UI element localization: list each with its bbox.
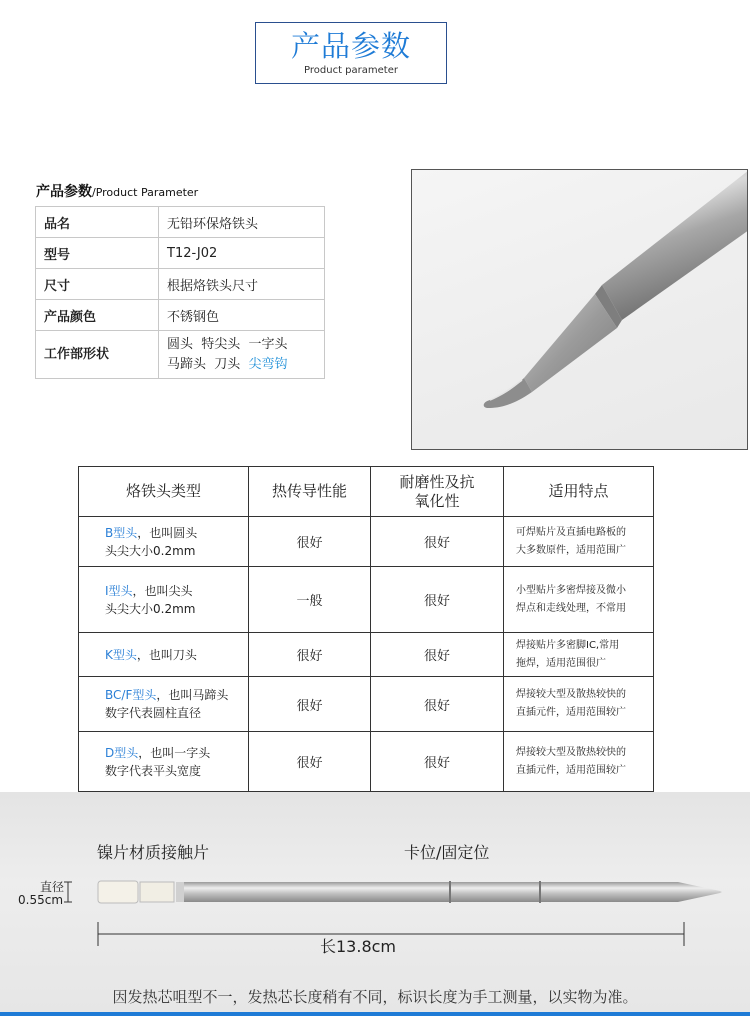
table-row	[79, 677, 654, 732]
use-cell	[504, 732, 654, 792]
wear-cell: 很好	[371, 732, 504, 792]
params-key: 工作部形状	[36, 331, 159, 379]
type-name: B型头	[105, 525, 138, 540]
params-value: 根据烙铁头尺寸	[159, 269, 325, 300]
table-row	[79, 567, 654, 633]
type-cell	[79, 567, 249, 633]
label-clip: 卡位/固定位	[404, 843, 490, 862]
wear-cell: 很好	[371, 517, 504, 567]
type-cell	[79, 677, 249, 732]
conduct-cell: 一般	[249, 567, 371, 633]
use-cell	[504, 567, 654, 633]
header-conduct: 热传导性能	[249, 467, 371, 517]
type-alias: ，也叫圆头	[137, 525, 198, 540]
params-row	[36, 238, 325, 269]
use-line2: 直插元件，适用范围较广	[516, 764, 626, 776]
comparison-table	[78, 466, 654, 792]
params-row	[36, 300, 325, 331]
type-name: K型头	[105, 647, 137, 662]
use-line1: 焊接贴片多密脚IC,常用	[516, 639, 620, 651]
type-name: BC/F型头	[105, 688, 157, 702]
wear-cell: 很好	[371, 677, 504, 732]
conduct-cell: 很好	[249, 517, 371, 567]
label-contact: 镍片材质接触片	[97, 843, 210, 862]
params-row	[36, 331, 325, 379]
use-cell	[504, 633, 654, 677]
params-key: 品名	[36, 207, 159, 238]
use-line1: 焊接较大型及散热较快的	[516, 746, 626, 758]
params-title-cn: 产品参数	[36, 184, 92, 200]
header-wear	[371, 467, 504, 517]
comparison-header-row	[79, 467, 654, 517]
shapes-highlight: 尖弯钩	[248, 356, 288, 372]
use-line2: 直插元件，适用范围较广	[516, 707, 626, 718]
header-use: 适用特点	[504, 467, 654, 517]
conduct-cell: 很好	[249, 633, 371, 677]
table-row	[79, 732, 654, 792]
wear-cell: 很好	[371, 567, 504, 633]
params-title-en: /Product Parameter	[92, 186, 199, 199]
type-detail: 头尖大小0.2mm	[105, 543, 196, 558]
use-cell	[504, 517, 654, 567]
type-alias: ，也叫刀头	[136, 647, 197, 662]
use-line1: 可焊贴片及直插电路板的	[516, 526, 626, 538]
params-value-shapes	[159, 331, 325, 379]
header-wear-line1: 耐磨性及抗	[399, 472, 475, 491]
use-line2: 焊点和走线处理，不常用	[516, 602, 626, 614]
table-row	[79, 517, 654, 567]
params-value: 不锈钢色	[159, 300, 325, 331]
type-alias: ，也叫一字头	[138, 745, 211, 760]
type-alias: ，也叫尖头	[132, 583, 193, 598]
diameter-label: 直径	[40, 880, 65, 894]
params-title	[36, 181, 198, 201]
type-cell	[79, 732, 249, 792]
diameter-value: 0.55cm	[18, 893, 64, 907]
dimension-drawing	[0, 792, 750, 1016]
dimension-photo	[0, 792, 750, 1016]
header-type: 烙铁头类型	[79, 467, 249, 517]
use-cell	[504, 677, 654, 732]
type-cell	[79, 517, 249, 567]
shapes-line-1: 圆头 特尖头 一字头	[167, 336, 288, 352]
measurement-note: 因发热芯咀型不一，发热芯长度稍有不同，标识长度为手工测量，以实物为准。	[112, 988, 638, 1006]
params-row	[36, 207, 325, 238]
type-alias: ，也叫马蹄头	[156, 688, 229, 702]
use-line2: 拖焊，适用范围很广	[516, 657, 606, 669]
params-key: 型号	[36, 238, 159, 269]
params-row	[36, 269, 325, 300]
type-name: I型头	[105, 583, 133, 598]
params-key: 尺寸	[36, 269, 159, 300]
header-wear-line2: 氧化性	[414, 491, 460, 510]
shapes-line-2	[167, 355, 316, 375]
tip-photo-drawing	[412, 170, 748, 450]
use-line1: 焊接较大型及散热较快的	[516, 689, 626, 700]
wear-cell: 很好	[371, 633, 504, 677]
bottom-accent-line	[0, 1012, 750, 1016]
table-row	[79, 633, 654, 677]
length-label: 长13.8cm	[320, 937, 397, 956]
section-header-subtitle: Product parameter	[304, 65, 398, 76]
conduct-cell: 很好	[249, 677, 371, 732]
shapes-line-2a: 马蹄头 刀头	[167, 356, 249, 372]
type-name: D型头	[105, 745, 139, 760]
params-value: 无铅环保烙铁头	[159, 207, 325, 238]
params-table	[35, 206, 325, 379]
type-detail: 头尖大小0.2mm	[105, 601, 196, 616]
type-detail: 数字代表圆柱直径	[105, 706, 202, 720]
section-header-box	[255, 22, 447, 84]
type-detail: 数字代表平头宽度	[105, 763, 202, 778]
params-key: 产品颜色	[36, 300, 159, 331]
params-value: T12-J02	[159, 238, 325, 269]
section-header-title: 产品参数	[290, 29, 411, 63]
type-cell	[79, 633, 249, 677]
use-line2: 大多数原件，适用范围广	[516, 544, 626, 556]
tip-photo	[411, 169, 748, 450]
conduct-cell: 很好	[249, 732, 371, 792]
use-line1: 小型贴片多密焊接及微小	[516, 584, 626, 596]
